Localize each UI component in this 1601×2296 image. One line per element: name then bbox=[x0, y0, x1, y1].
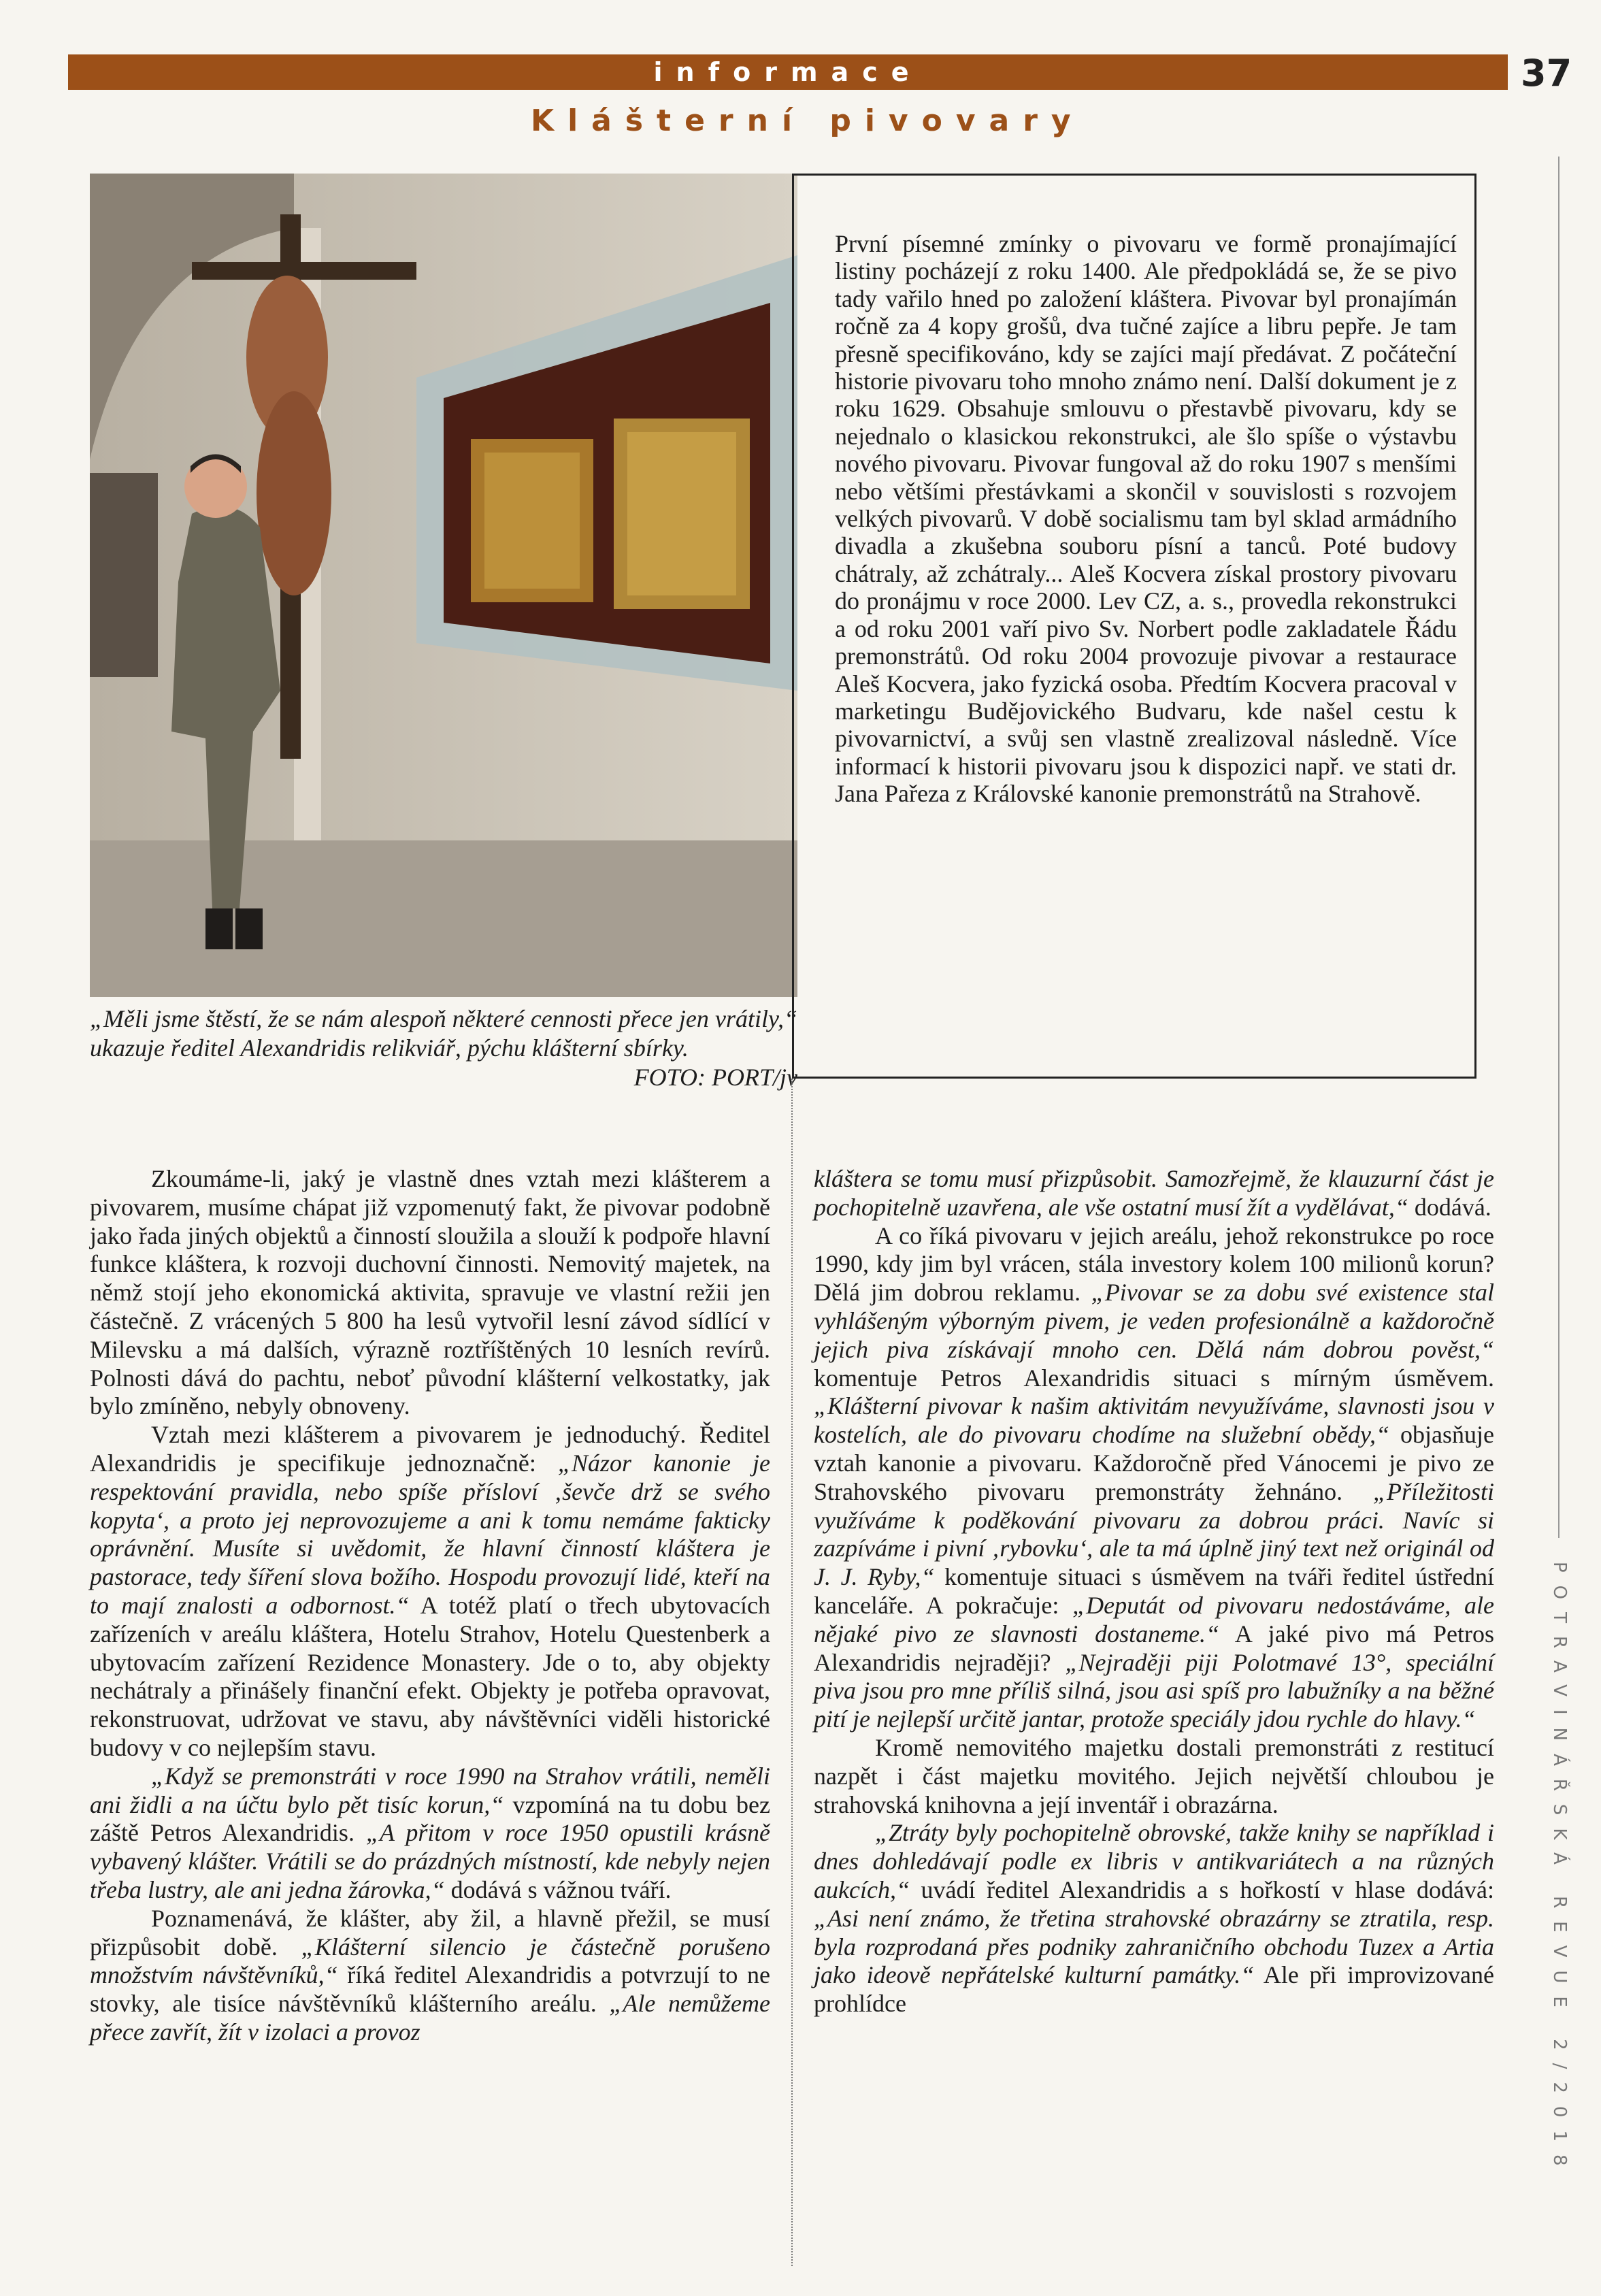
photo-illustration bbox=[90, 174, 797, 997]
body-paragraph bbox=[90, 1762, 770, 1905]
quote-text: „Nejraději piji Polotmavé 13°, speciální piva jsou pro mne příliš silná, jsou asi spíš pro labužníky a na běžné pití je nejlepší určitě jantar, protože speciály jdou rychle do hlavy.“ bbox=[814, 1648, 1494, 1733]
quote-text: „Když se premonstráti v roce 1990 na Strahov vrátili, neměli ani židli a na účtu bylo pět tisíc korun,“ bbox=[90, 1762, 770, 1818]
article-photo bbox=[90, 174, 797, 997]
quote-text: „Klášterní pivovar k našim aktivitám nevyužíváme, slavnosti jsou v kostelích, ale do pivovaru chodíme na služební obědy,“ bbox=[814, 1392, 1494, 1449]
paragraph-text: dodává. bbox=[1408, 1193, 1491, 1221]
paragraph-text: A co říká pivovaru v jejich areálu, jehož rekonstrukce po roce 1990, kdy jim byl vrácen, stála investory kolem 100 milionů korun? Dělá jim dobrou reklamu. bbox=[814, 1221, 1494, 1307]
body-paragraph bbox=[814, 1734, 1494, 1819]
caption-text: „Měli jsme štěstí, že se nám alespoň některé cennosti přece jen vrátily,“ ukazuje ředitel Alexandridis relikviář, pýchu klášterní sbírky. bbox=[90, 1005, 797, 1062]
body-paragraph bbox=[814, 1222, 1494, 1734]
journal-name: POTRAVINÁŘSKÁ REVUE 2/2018 bbox=[1549, 1562, 1570, 2179]
body-paragraph bbox=[90, 1421, 770, 1762]
history-info-box bbox=[792, 174, 1476, 1079]
paragraph-text: vzpomíná na tu dobu bez záště Petros Alexandridis. bbox=[90, 1790, 770, 1847]
quote-text: „Deputát od pivovaru nedostáváme, ale nějaké pivo ze slavnosti dostaneme.“ bbox=[814, 1591, 1494, 1647]
paragraph-text: objasňuje vztah kanonie a pivovaru. Každoročně před Vánocemi je pivo ze Strahovského pivovaru premonstráty žehnáno. bbox=[814, 1421, 1494, 1505]
header-bar bbox=[68, 54, 1508, 90]
section-title: informace bbox=[653, 57, 923, 87]
quote-text: „Klášterní silencio je částečně porušeno množstvím návštěvníků,“ bbox=[90, 1933, 770, 1989]
info-box-text: První písemné zmínky o pivovaru ve formě pronajímající listiny pocházejí z roku 1400. Ale předpokládá se, že se pivo tady vařilo hned po založení kláštera. Pivovar byl pronajímán ročně za 4 kopy grošů, dva tučné zajíce a libru pepře. Je tam přesně specifikováno, kdy se zajíci mají předávat. Z počáteční historie pivovaru toho mnoho známo není. Další dokument je z roku 1629. Obsahuje smlouvu o přestavbě pivovaru, kdy se nejednalo o klasickou rekonstrukci, ale šlo spíše o výstavbu nového pivovaru. Pivovar fungoval až do roku 1907 s menšími nebo většími přestávkami a skončil v souvislosti s rozvojem velkých pivovarů. V době socialismu tam byl sklad armádního divadla a zkušebna souboru písní a tanců. Poté budovy chátraly, až zchátraly... Aleš Kocvera získal prostory pivovaru do pronájmu v roce 2000. Lev CZ, a. s., provedla rekonstrukci a od roku 2001 vaří pivo Sv. Norbert podle zakladatele Řádu premonstrátů. Od roku 2004 provozuje pivovar a restaurace Aleš Kocvera, jako fyzická osoba. Předtím Kocvera pracoval v marketingu Budějovického Budvaru, kde našel cestu k pivovarnictví, a svůj sen vlastně zrealizoval následně. Více informací k historii pivovaru jsou k dispozici např. ve stati dr. Jana Pařeza z Královské kanonie premonstrátů na Strahově. bbox=[835, 230, 1457, 808]
paragraph-text: A totéž platí o třech ubytovacích zařízeních v areálu kláštera, Hotelu Strahov, Hotelu Questenberk a ubytovacím zařízení Rezidence Monastery. Jde o to, aby objekty nechátraly a přinášely finanční efekt. Objekty je potřeba opravovat, rekonstruovat, udržovat ve stavu, aby návštěvníci viděli historické budovy v co nejlepším stavu. bbox=[90, 1591, 770, 1761]
quote-text: „Ale nemůžeme přece zavřít, žít v izolaci a provoz bbox=[90, 1990, 770, 2046]
paragraph-text: komentuje situaci s úsměvem na tváři ředitel ústřední kanceláře. A pokračuje: bbox=[814, 1563, 1495, 1619]
paragraph-text: A jaké pivo má Petros Alexandridis nejraději? bbox=[814, 1620, 1495, 1676]
photo-credit: FOTO: PORT/jv bbox=[633, 1064, 797, 1091]
quote-text: „Pivovar se za dobu své existence stal vyhlášeným výborným pivem, je veden profesionálně a každoročně jejich piva získávají mnoho cen. Dělá nám dobrou pověst,“ bbox=[814, 1279, 1494, 1363]
quote-text: „Názor kanonie je respektování pravidla, nebo spíše přísloví ‚ševče drž se svého kopyta‘, a proto jej neprovozujeme a ani k tomu nemáme fakticky oprávnění. Musíte si uvědomit, že hlavní činností kláštera je pastorace, tedy šíření slova božího. Hospodu provozují lidé, kteří na to mají znalosti a odbornost.“ bbox=[90, 1449, 770, 1619]
quote-text: „A přitom v roce 1950 opustili krásně vybavený klášter. Vrátili se do prázdných místností, kde nebyly nejen třeba lustry, ale ani jedna žárovka,“ bbox=[90, 1819, 770, 1903]
quote-text: kláštera se tomu musí přizpůsobit. Samozřejmě, že klauzurní část je pochopitelně uzavřena, ale vše ostatní musí žít a vydělávat,“ bbox=[814, 1165, 1494, 1221]
column-divider bbox=[791, 1079, 793, 2266]
paragraph-text: Poznamenává, že klášter, aby žil, a hlavně přežil, se musí přizpůsobit době. bbox=[90, 1904, 770, 1961]
paragraph-text: Vztah mezi klášterem a pivovarem je jednoduchý. Ředitel Alexandridis je specifikuje jednoznačně: bbox=[90, 1421, 770, 1477]
article-subtitle: Klášterní pivovary bbox=[531, 103, 1085, 138]
paragraph-text: Zkoumáme-li, jaký je vlastně dnes vztah mezi klášterem a pivovarem, musíme chápat již vzpomenutý fakt, že pivovar podobně jako řada jiných objektů a činností sloužila a slouží k podpoře hlavní funkce kláštera, k rozvoji duchovní činnosti. Nemovitý majetek, na němž stojí jeho ekonomická aktivita, spravuje ve vlastní režii jen částečně. Z vrácených 5 800 ha lesů vytvořil lesní závod sídlící v Milevsku a má dalších, výrazně roztříštěných 10 lesních revírů. Polnosti dává do pachtu, neboť původní klášterní velkostatky, jak bylo zmíněno, nebyly obnoveny. bbox=[90, 1165, 770, 1420]
quote-text: „Ztráty byly pochopitelně obrovské, takže knihy se například i dnes dohledávají podle ex libris v antikvariátech a na různých aukcích,“ bbox=[814, 1819, 1494, 1903]
body-paragraph bbox=[90, 1165, 770, 1421]
side-rule bbox=[1558, 157, 1559, 1538]
quote-text: „Příležitosti využíváme k poděkování pivovaru za dobrou práci. Navíc si zazpíváme i pivní ‚rybovku‘, ale ta má úplně jiný text než originál od J. J. Ryby,“ bbox=[814, 1477, 1494, 1591]
body-paragraph bbox=[814, 1165, 1494, 1222]
paragraph-text: říká ředitel Alexandridis a potvrzují to ne stovky, ale tisíce návštěvníků klášterního areálu. bbox=[90, 1961, 770, 2018]
page-number: 37 bbox=[1521, 52, 1572, 95]
paragraph-text: Kromě nemovitého majetku dostali premonstráti z restitucí nazpět i část majetku movitého. Jejich největší chloubou je strahovská knihovna a její inventář i obrazárna. bbox=[814, 1733, 1494, 1818]
paragraph-text: Ale při improvizované prohlídce bbox=[814, 1961, 1494, 2018]
body-paragraph bbox=[814, 1819, 1494, 2018]
photo-caption bbox=[90, 1004, 797, 1092]
article-column-right bbox=[814, 1165, 1494, 2018]
paragraph-text: uvádí ředitel Alexandridis a s hořkostí v hlase dodává: bbox=[909, 1875, 1494, 1903]
paragraph-text: dodává s vážnou tváří. bbox=[444, 1875, 672, 1903]
quote-text: „Asi není známo, že třetina strahovské obrazárny se ztratila, resp. byla rozprodaná přes podniky zahraničního obchodu Tuzex a Artia jako ideově nepřátelské kulturní památky.“ bbox=[814, 1904, 1494, 1989]
paragraph-text: komentuje Petros Alexandridis situaci s mírným úsměvem. bbox=[814, 1364, 1494, 1392]
body-paragraph bbox=[90, 1905, 770, 2047]
article-column-left bbox=[90, 1165, 770, 2047]
